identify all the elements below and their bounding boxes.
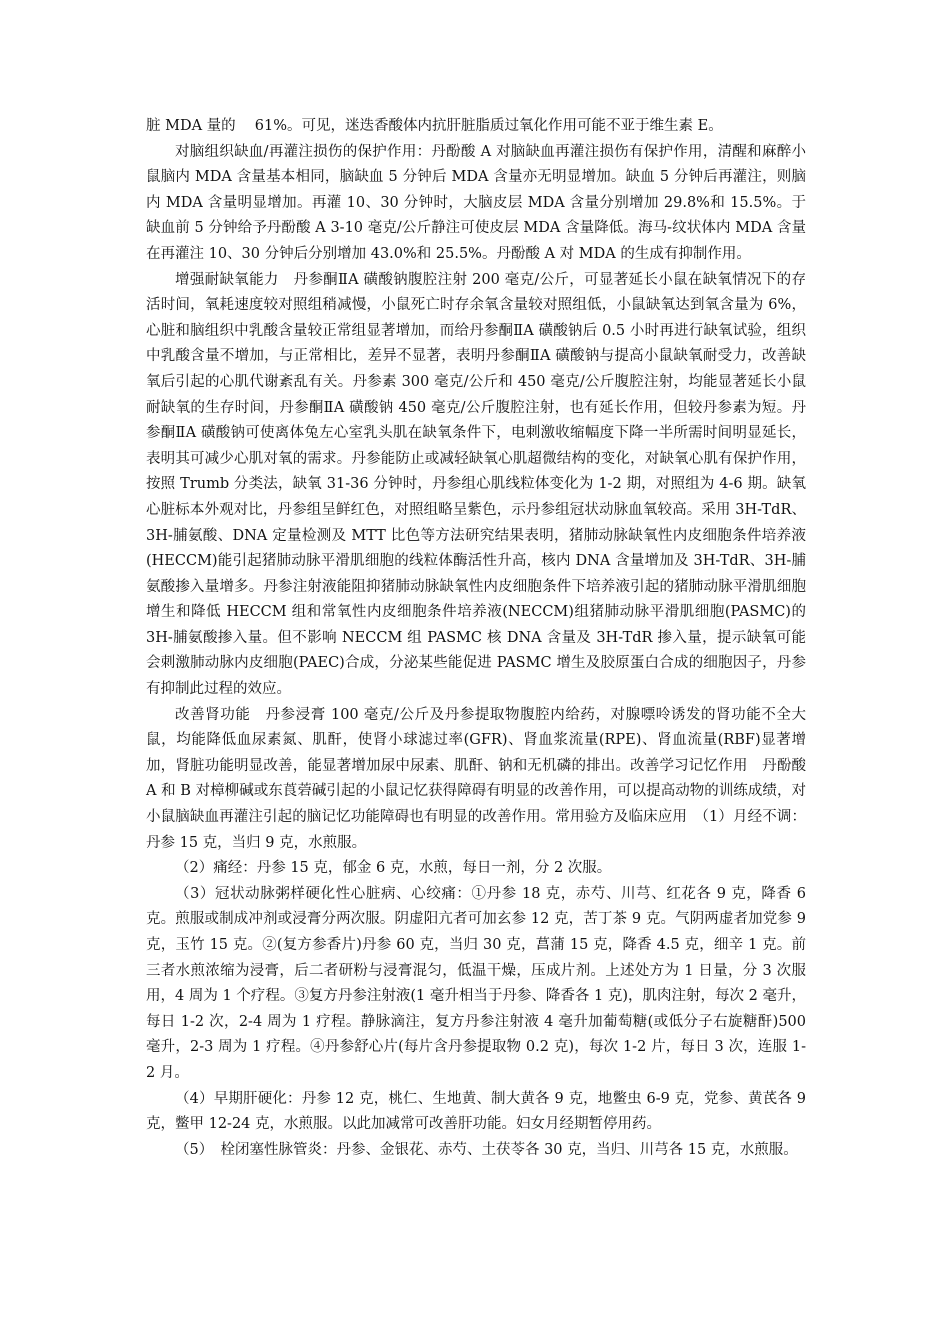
paragraph-liver-cirrhosis: （4）早期肝硬化：丹参 12 克，桃仁、生地黄、制大黄各 9 克，地鳖虫 6-9 克，党参、黄芪各 9 克，鳖甲 12-24 克，水煎服。以此加减常可改善肝功能。妇女月经期暂停用药。: [146, 1090, 806, 1133]
paragraph-hypoxia-tolerance: 增强耐缺氧能力 丹参酮ⅡA 磺酸钠腹腔注射 200 毫克/公斤，可显著延长小鼠在缺氧情况下的存活时间，氧耗速度较对照组稍减慢，小鼠死亡时存余氧含量较对照组低，小鼠缺氧达到氧含量为 6%，心脏和脑组织中乳酸含量较正常组显著增加，而给丹参酮ⅡA 磺酸钠后 0.5 小时再进行缺氧试验，组织中乳酸含量不增加，与正常相比，差异不显著，表明丹参酮ⅡA 磺酸钠与提高小鼠缺氧耐受力，改善缺氧后引起的心肌代谢紊乱有关。丹参素 300 毫克/公斤和 450 毫克/公斤腹腔注射，均能显著延长小鼠耐缺氧的生存时间，丹参酮ⅡA 磺酸钠 450 毫克/公斤腹腔注射，也有延长作用，但较丹参素为短。丹参酮ⅡA 磺酸钠可使离体兔左心室乳头肌在缺氧条件下，电刺激收缩幅度下降一半所需时间明显延长，表明其可减少心肌对氧的需求。丹参能防止或减轻缺氧心肌超微结构的变化，对缺氧心肌有保护作用，按照 Trumb 分类法，缺氧 31-36 分钟时，丹参组心肌线粒体变化为 1-2 期，对照组为 4-6 期。缺氧心脏标本外观对比，丹参组呈鲜红色，对照组略呈紫色，示丹参组冠状动脉血氧较高。采用 3H-TdR、3H-脯氨酸、DNA 定量检测及 MTT 比色等方法研究结果表明，猪肺动脉缺氧性内皮细胞条件培养液(HECCM)能引起猪肺动脉平滑肌细胞的线粒体酶活性升高，核内 DNA 含量增加及 3H-TdR、3H-脯氨酸掺入量增多。丹参注射液能阻抑猪肺动脉缺氧性内皮细胞条件下培养液引起的猪肺动脉平滑肌细胞增生和降低 HECCM 组和常氧性内皮细胞条件培养液(NECCM)组猪肺动脉平滑肌细胞(PASMC)的 3H-脯氨酸掺入量。但不影响 NECCM 组 PASMC 核 DNA 含量及 3H-TdR 掺入量，提示缺氧可能会刺激肺动脉内皮细胞(PAEC)合成，分泌某些能促进 PASMC 增生及胶原蛋白合成的细胞因子，丹参有抑制此过程的效应。: [146, 271, 806, 698]
paragraph-kidney-function: 改善肾功能 丹参浸膏 100 毫克/公斤及丹参提取物腹腔内给药，对腺嘌呤诱发的肾功能不全大鼠，均能降低血尿素氮、肌酐，使肾小球滤过率(GFR)、肾血浆流量(RPE)、肾血流量(RBF)显著增加，肾脏功能明显改善，能显著增加尿中尿素、肌酐、钠和无机磷的排出。改善学习记忆作用 丹酚酸 A 和 B 对樟柳碱或东莨菪碱引起的小鼠记忆获得障碍有明显的改善作用，可以提高动物的训练成绩，对小鼠脑缺血再灌注引起的脑记忆功能障碍也有明显的改善作用。常用验方及临床应用 （1）月经不调：丹参 15 克，当归 9 克，水煎服。: [146, 706, 806, 851]
paragraph-vasculitis: （5） 栓闭塞性脉管炎：丹参、金银花、赤芍、土茯苓各 30 克，当归、川芎各 15 克，水煎服。: [175, 1141, 798, 1158]
paragraph-dysmenorrhea: （2）痛经：丹参 15 克，郁金 6 克，水煎，每日一剂，分 2 次服。: [175, 860, 612, 877]
paragraph-brain-ischemia: 对脑组织缺血/再灌注损伤的保护作用：丹酚酸 A 对脑缺血再灌注损伤有保护作用，清醒和麻醉小鼠脑内 MDA 含量基本相同，脑缺血 5 分钟后 MDA 含量亦无明显增加。缺血 5 分钟后再灌注，则脑内 MDA 含量明显增加。再灌 10、30 分钟时，大脑皮层 MDA 含量分别增加 29.8%和 15.5%。于缺血前 5 分钟给予丹酚酸 A 3-10 毫克/公斤静注可使皮层 MDA 含量降低。海马-纹状体内 MDA 含量在再灌注 10、30 分钟后分别增加 43.0%和 25.5%。丹酚酸 A 对 MDA 的生成有抑制作用。: [146, 143, 806, 262]
paragraph-coronary-disease: （3）冠状动脉粥样硬化性心脏病、心绞痛：①丹参 18 克，赤芍、川芎、红花各 9 克，降香 6 克。煎服或制成冲剂或浸膏分两次服。阴虚阳亢者可加玄参 12 克，苦丁茶 9 克。气阴两虚者加党参 9 克，玉竹 15 克。②(复方参香片)丹参 60 克，当归 30 克，菖蒲 15 克，降香 4.5 克，细辛 1 克。前三者水煎浓缩为浸膏，后二者研粉与浸膏混匀，低温干燥，压成片剂。上述处方为 1 日量，分 3 次服用，4 周为 1 个疗程。③复方丹参注射液(1 毫升相当于丹参、降香各 1 克)，肌肉注射，每次 2 毫升，每日 1-2 次，2-4 周为 1 疗程。静脉滴注，复方丹参注射液 4 毫升加葡萄糖(或低分子右旋糖酐)500 毫升，2-3 周为 1 疗程。④丹参舒心片(每片含丹参提取物 0.2 克)，每次 1-2 片，每日 3 次，连服 1-2 月。: [146, 885, 806, 1081]
document-body: [146, 114, 806, 1163]
paragraph-liver-mda: 脏 MDA 量的 61%。可见，迷迭香酸体内抗肝脏脂质过氧化作用可能不亚于维生素 E。: [146, 118, 723, 134]
